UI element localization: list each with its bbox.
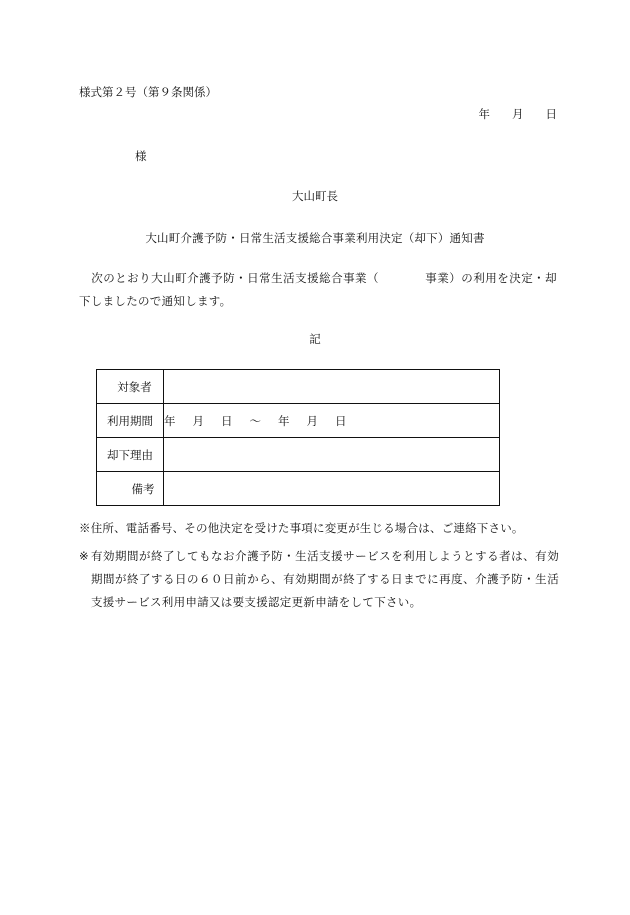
label-cell bbox=[97, 404, 164, 438]
body-text bbox=[79, 267, 557, 313]
date-day: 日 bbox=[545, 107, 557, 121]
label-subject: 対象者 bbox=[117, 379, 152, 394]
label-usage-period: 利用期間 bbox=[107, 413, 153, 428]
period-from-year: 年 bbox=[164, 413, 176, 428]
body-text-part1: 次のとおり大山町介護予防・日常生活支援総合事業（ bbox=[91, 271, 380, 285]
table-row bbox=[97, 438, 500, 472]
note-contact-change: ※住所、電話番号、その他決定を受けた事項に変更が生じる場合は、ご連絡下さい。 bbox=[79, 521, 524, 535]
date-month: 月 bbox=[512, 107, 524, 121]
note-renewal-text: 有効期間が終了してもなお介護予防・生活支援サービスを利用しようとする者は、有効期間が終了する日の６０日前から、有効期間が終了する日までに再度、介護予防・生活支援サービス利用申請又は要支援認定更新申請をして下さい。 bbox=[91, 549, 559, 609]
issuer: 大山町長 bbox=[292, 189, 338, 203]
usage-period-value-cell bbox=[164, 404, 500, 438]
label-remarks: 備考 bbox=[131, 481, 155, 496]
subject-value-cell bbox=[164, 370, 500, 404]
period-tilde: 〜 bbox=[249, 413, 261, 428]
date-year: 年 bbox=[478, 107, 490, 121]
period-from-month: 月 bbox=[192, 413, 204, 428]
label-cell bbox=[97, 438, 164, 472]
period-from-day: 日 bbox=[221, 413, 233, 428]
rejection-reason-value-cell bbox=[164, 438, 500, 472]
note-renewal bbox=[79, 545, 559, 614]
form-number: 様式第２号（第９条関係） bbox=[79, 85, 217, 99]
note-mark: ※ bbox=[79, 549, 89, 563]
recipient-suffix: 様 bbox=[135, 149, 147, 163]
table-row bbox=[97, 404, 500, 438]
table-row bbox=[97, 370, 500, 404]
label-cell bbox=[97, 370, 164, 404]
remarks-value-cell bbox=[164, 472, 500, 506]
body-text-part2: 事業）の利用を決定・却下しましたので通知します。 bbox=[79, 271, 557, 308]
period-to-month: 月 bbox=[306, 413, 318, 428]
document-title: 大山町介護予防・日常生活支援総合事業利用決定（却下）通知書 bbox=[145, 231, 485, 245]
period-to-year: 年 bbox=[278, 413, 290, 428]
info-table bbox=[96, 369, 500, 506]
period-to-day: 日 bbox=[335, 413, 347, 428]
table-row bbox=[97, 472, 500, 506]
label-cell bbox=[97, 472, 164, 506]
label-rejection-reason: 却下理由 bbox=[107, 447, 153, 462]
date-line bbox=[479, 106, 558, 122]
ki-heading: 記 bbox=[309, 332, 321, 346]
